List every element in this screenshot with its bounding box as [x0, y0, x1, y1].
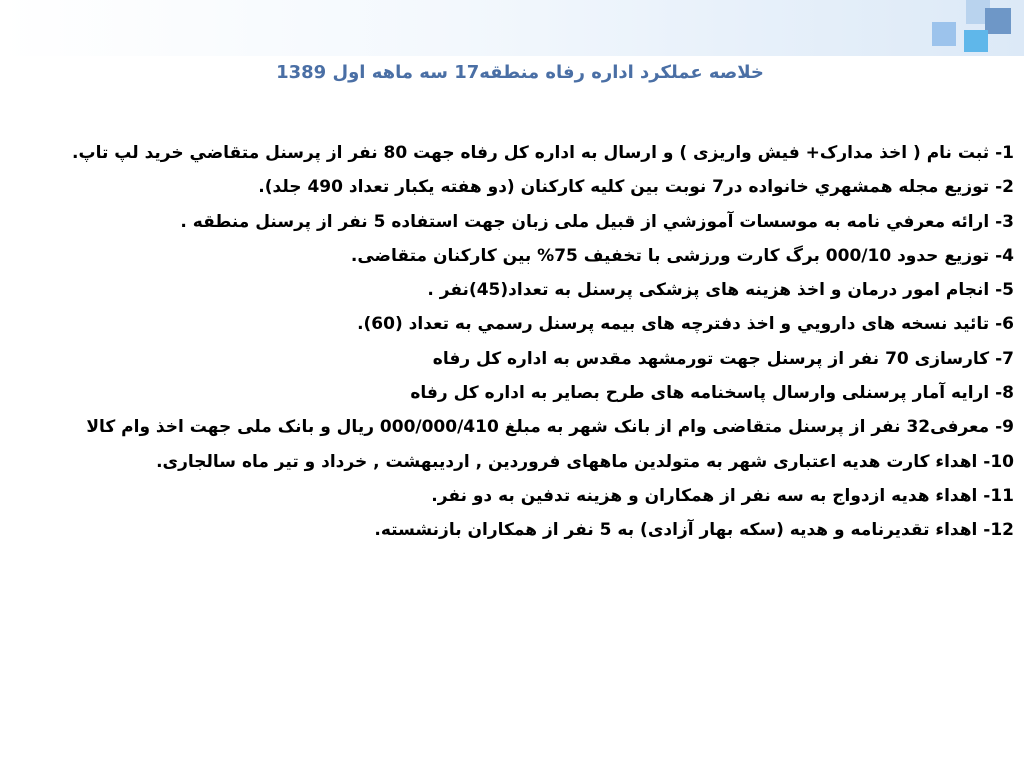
- decorative-square: [964, 30, 988, 52]
- slide-title: خلاصه عملکرد اداره رفاه منطقه17 سه ماهه اول 1389: [276, 62, 764, 83]
- list-item: 7- کارسازی 70 نفر از پرسنل جهت تورمشهد مقدس به اداره کل رفاه: [432, 348, 1014, 369]
- list-item: 3- ارائه معرفي نامه به موسسات آموزشي از قبیل ملی زبان جهت استفاده 5 نفر از پرسنل منطقه .: [180, 211, 1014, 232]
- header-band: [0, 0, 1024, 56]
- list-item: 4- توزیع حدود 000/10 برگ کارت ورزشی با تخفیف 75% بین کارکنان متقاضی.: [350, 245, 1014, 266]
- list-item: 10- اهداء کارت هدیه اعتباری شهر به متولدین ماههای فروردین , اردیبهشت , خرداد و تیر ماه سالجاری.: [156, 451, 1014, 472]
- list-item: 2- توزيع مجله همشهري خانواده در7 نوبت بین کليه کارکنان (دو هفته يکبار تعداد 490 جلد).: [258, 177, 1014, 198]
- list-item: 1- ثبت نام ( اخذ مدارک+ فیش واریزی ) و ارسال به اداره کل رفاه جهت 80 نفر از پرسنل متقاضي خريد لپ تاپ.: [72, 143, 1014, 163]
- list-item: 11- اهداء هدیه ازدواج به سه نفر از همکاران و هزینه تدفین به دو نفر.: [431, 485, 1014, 506]
- list-item: 8- ارايه آمار پرسنلی وارسال پاسخنامه های طرح بصایر به اداره کل رفاه: [410, 383, 1014, 404]
- list-item: 9- معرفی32 نفر از پرسنل متقاضی وام از بانک شهر به مبلغ 000/000/410 ریال و بانک ملی جهت اخذ وام کالا: [86, 417, 1014, 438]
- list-item: 12- اهداء تقدیرنامه و هدیه (سکه بهار آزادی) به 5 نفر از همکاران بازنشسته.: [374, 520, 1014, 541]
- performance-list: [14, 136, 1014, 548]
- list-item: 6- تائيد نسخه های دارويي و اخذ دفترچه های بیمه پرسنل رسمي به تعداد (60).: [357, 314, 1014, 335]
- list-item: 5- انجام امور درمان و اخذ هزینه های پزشکی پرسنل به تعداد(45)نفر .: [427, 280, 1014, 301]
- decorative-square: [985, 8, 1011, 34]
- decorative-square: [932, 22, 956, 46]
